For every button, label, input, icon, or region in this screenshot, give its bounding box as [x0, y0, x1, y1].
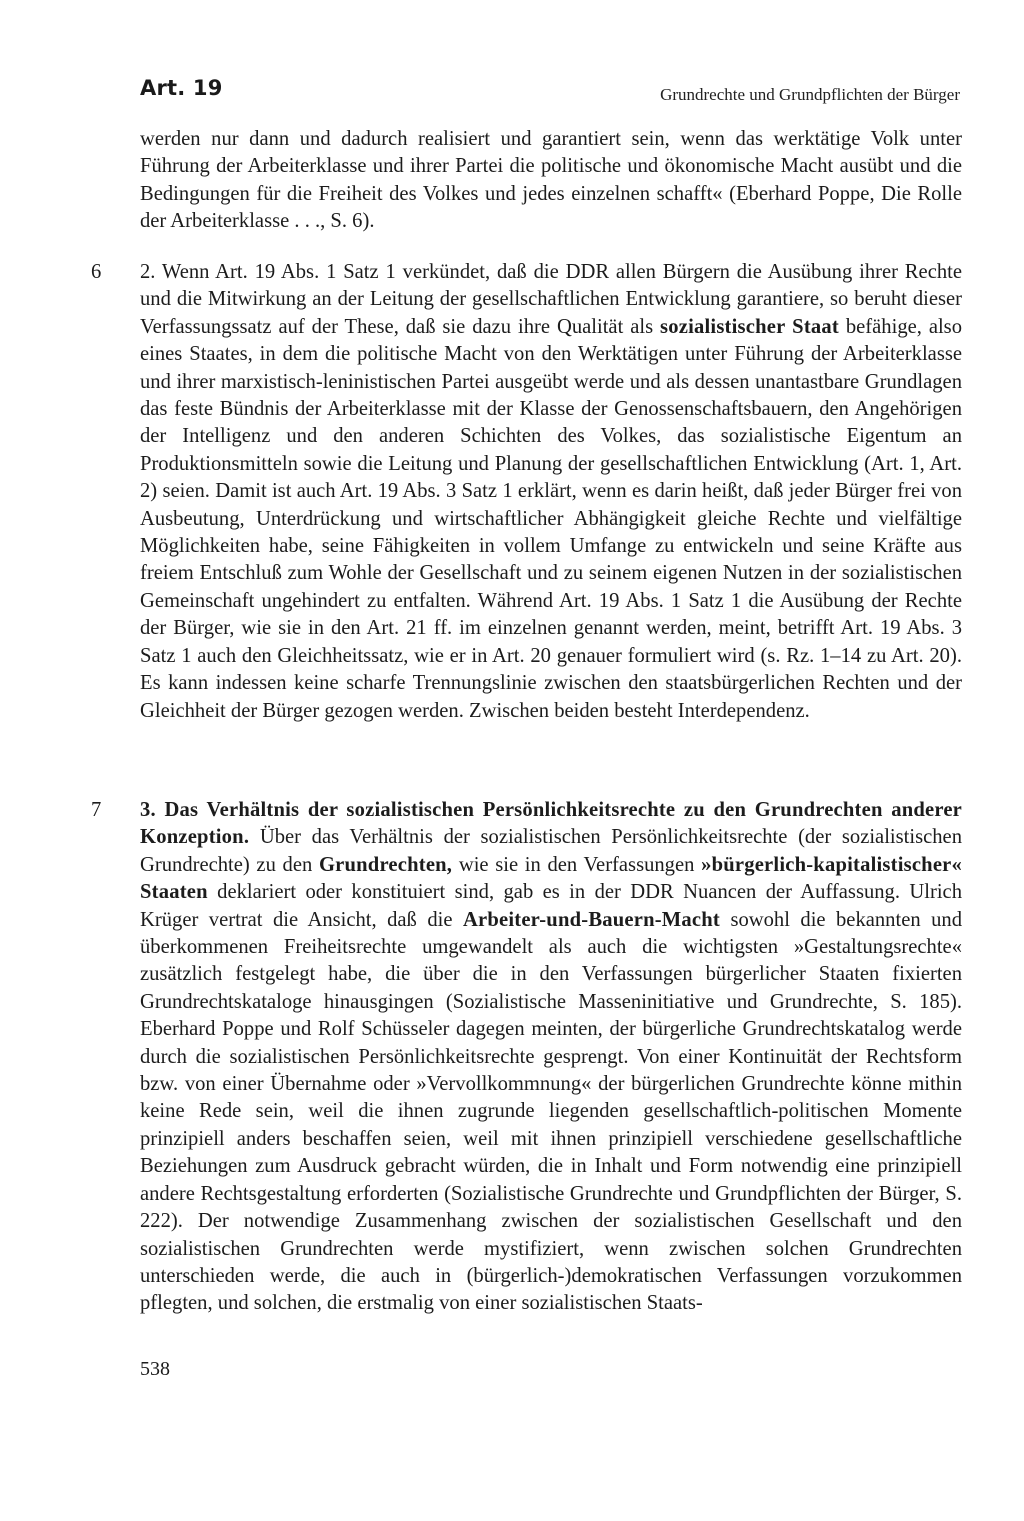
text-segment: Über das Verhältnis der sozialistischen Persönlichkeitsrechte (der sozialistischen Grundrechte) zu den	[140, 826, 962, 876]
page-number: 538	[140, 1358, 170, 1380]
text-segment: befähige, also eines Staates, in dem die politische Macht von den Werktätigen unter Führung der Arbeiterklasse und ihrer marxistisch-leninistischen Partei ausgeübt werde und als dessen unantastbare Grundlagen das feste Bündnis der Arbeiterklasse mit der Klasse der Genossenschaftsbauern, den Angehörigen der Intelligenz und den anderen Schichten des Volkes, das sozialistische Eigentum an Produktionsmitteln sowie die Leitung und Planung der gesellschaftlichen Entwicklung (Art. 1, Art. 2) seien. Damit ist auch Art. 19 Abs. 3 Satz 1 erklärt, wenn es darin heißt, daß jeder Bürger frei von Ausbeutung, Unterdrückung und wirtschaftlicher Abhängigkeit gleiche Rechte und vielfältige Möglichkeiten habe, seine Fähigkeiten in vollem Umfange zu entwickeln und seine Kräfte aus freiem Entschluß zum Wohle der Gesellschaft und zu seinem eigenen Nutzen in der sozialistischen Gemeinschaft ungehindert zu entfalten. Während Art. 19 Abs. 1 Satz 1 die Ausübung der Rechte der Bürger, wie sie in den Art. 21 ff. im einzelnen genannt werden, meint, betrifft Art. 19 Abs. 3 Satz 1 auch den Gleichheitssatz, wie er in Art. 20 genauer formuliert wird (s. Rz. 1–14 zu Art. 20). Es kann indessen keine scharfe Trennungslinie zwischen den staatsbürgerlichen Rechten und der Gleichheit der Bürger gezogen werden. Zwischen beiden besteht Interdependenz.	[140, 315, 962, 722]
bold-term: Arbeiter-und-Bauern-Macht	[462, 908, 720, 931]
section-heading: 3. Das Verhältnis der sozialistischen Persönlichkeitsrechte zu den Grundrechten anderer Konzeption.	[140, 799, 962, 849]
text-segment: wie sie in den Verfassungen	[452, 853, 702, 876]
paragraph-continuation	[140, 126, 962, 236]
margin-number: 6	[91, 261, 102, 283]
text-segment: deklariert oder konstituiert sind, gab es in der DDR Nuancen der Auffassung. Ulrich Krüger vertrat die Ansicht, daß die	[140, 881, 962, 931]
paragraph-rz-6	[140, 259, 962, 725]
bold-term: sozialistischer Staat	[660, 315, 839, 338]
running-title: Grundrechte und Grundpflichten der Bürger	[660, 85, 960, 104]
bold-term: »bürgerlich-kapitalistischer« Staaten	[140, 853, 962, 904]
article-heading: Art. 19	[140, 76, 223, 100]
text-segment: sowohl die bekannten und überkommenen Freiheitsrechte umgewandelt als auch die wichtigsten »Gestaltungsrechte« zusätzlich festgelegt habe, die über die in den Verfassungen bürgerlicher Staaten fixierten Grundrechtskataloge hinausgingen (Sozialistische Masseninitiative und Grundrechte, S. 185). Eberhard Poppe und Rolf Schüsseler dagegen meinten, der bürgerliche Grundrechtskatalog werde durch die sozialistischen Persönlichkeitsrechte gesprengt. Von einer Kontinuität der Rechtsform bzw. von einer Übernahme oder »Vervollkommnung« der bürgerlichen Grundrechte könne mithin keine Rede sein, weil die ihnen zugrunde liegenden gesellschaftlich-politischen Momente prinzipiell anders beschaffen seien, weil mit ihnen prinzipiell verschiedene gesellschaftliche Beziehungen zum Ausdruck gebracht würden, die in Inhalt und Form notwendig eine prinzipiell andere Rechtsgestaltung erforderten (Sozialistische Grundrechte und Grundpflichten der Bürger, S. 222). Der notwendige Zusammenhang zwischen der sozialistischen Gesellschaft und den sozialistischen Grundrechten werde mystifiziert, wenn zwischen solchen Grundrechten unterschieden werde, die auch in (bürgerlich-)demokratischen Verfassungen vorzukommen pflegten, und solchen, die erstmalig von einer sozialistischen Staats-	[140, 908, 962, 1315]
bold-term: Grundrechten,	[318, 853, 453, 876]
text-segment: werden nur dann und dadurch realisiert und garantiert sein, wenn das werktätige Volk unter Führung der Arbeiterklasse und ihrer Partei die politische und ökonomische Macht ausübt und die Bedingungen für die Freiheit des Volkes und jedes einzelnen schafft« (Eberhard Poppe, Die Rolle der Arbeiterklasse . . ., S. 6).	[140, 128, 962, 233]
margin-number: 7	[91, 799, 102, 821]
paragraph-rz-7	[140, 797, 962, 1318]
text-segment: 2. Wenn Art. 19 Abs. 1 Satz 1 verkündet, daß die DDR allen Bürgern die Ausübung ihrer Rechte und die Mitwirkung an der Leitung der gesellschaftlichen Entwicklung garantiere, so beruht dieser Verfassungssatz auf der These, daß sie dazu ihre Qualität als	[140, 261, 962, 338]
